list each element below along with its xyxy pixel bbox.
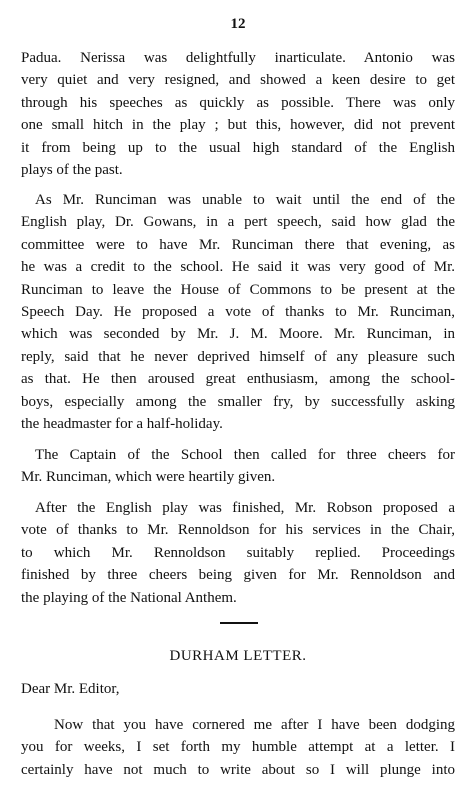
paragraph-line: certainly have not much to write about so I will plunge into [21,761,455,778]
paragraph-line: he was a credit to the school. He said it was very good of Mr. [21,259,455,276]
paragraph-1 [21,47,455,181]
paragraph-line-indented: The Captain of the School then called for three cheers for [35,447,455,463]
paragraph-line-indented: Now that you have cornered me after I have been dodging [54,717,455,733]
page-number: 12 [230,16,246,32]
paragraph-3 [21,444,455,489]
paragraph-line: plays of the past. [21,161,123,178]
paragraph-line: it from being up to the usual high standard of the English [21,139,455,156]
paragraph-line-indented: As Mr. Runciman was unable to wait until the end of the [35,192,455,208]
paragraph-line: finished by three cheers being given for Mr. Rennoldson and [21,567,455,584]
paragraph-line: Speech Day. He proposed a vote of thanks to Mr. Runciman, [21,303,455,320]
paragraph-line: the playing of the National Anthem. [21,589,237,606]
paragraph-line: one small hitch in the play ; but this, however, did not prevent [21,117,455,134]
paragraph-line-indented: After the English play was finished, Mr. Robson proposed a [35,500,455,516]
paragraph-line: Runciman to leave the House of Commons to be present at the [21,281,455,298]
paragraph-line: through his speeches as quickly as possible. There was only [21,94,455,111]
paragraph-2 [21,189,455,435]
section-heading: DURHAM LETTER. [169,648,307,664]
paragraph-line: you for weeks, I set forth my humble attempt at a letter. I [21,739,455,756]
paragraph-4 [21,497,455,609]
paragraph-line: committee were to have Mr. Runciman there that evening, as [21,236,455,253]
section-divider [220,622,258,624]
paragraph-line: Padua. Nerissa was delightfully inarticulate. Antonio was [21,50,455,66]
paragraph-line: as that. He then aroused great enthusiasm, among the school- [21,371,455,388]
paragraph-line: to which Mr. Rennoldson suitably replied. Proceedings [21,544,455,561]
letter-salutation: Dear Mr. Editor, [21,681,120,697]
paragraph-line: the headmaster for a half-holiday. [21,415,223,432]
letter-paragraph [21,714,455,781]
paragraph-line: very quiet and very resigned, and showed a keen desire to get [21,72,455,89]
paragraph-line: English play, Dr. Gowans, in a pert speech, said how glad the [21,214,455,231]
paragraph-line: vote of thanks to Mr. Rennoldson for his services in the Chair, [21,522,455,539]
paragraph-line: boys, especially among the smaller fry, by successfully asking [21,393,455,410]
paragraph-line: which was seconded by Mr. J. M. Moore. Mr. Runciman, in [21,326,455,343]
paragraph-line: Mr. Runciman, which were heartily given. [21,469,276,486]
paragraph-line: reply, said that he never deprived himself of any pleasure such [21,348,455,365]
